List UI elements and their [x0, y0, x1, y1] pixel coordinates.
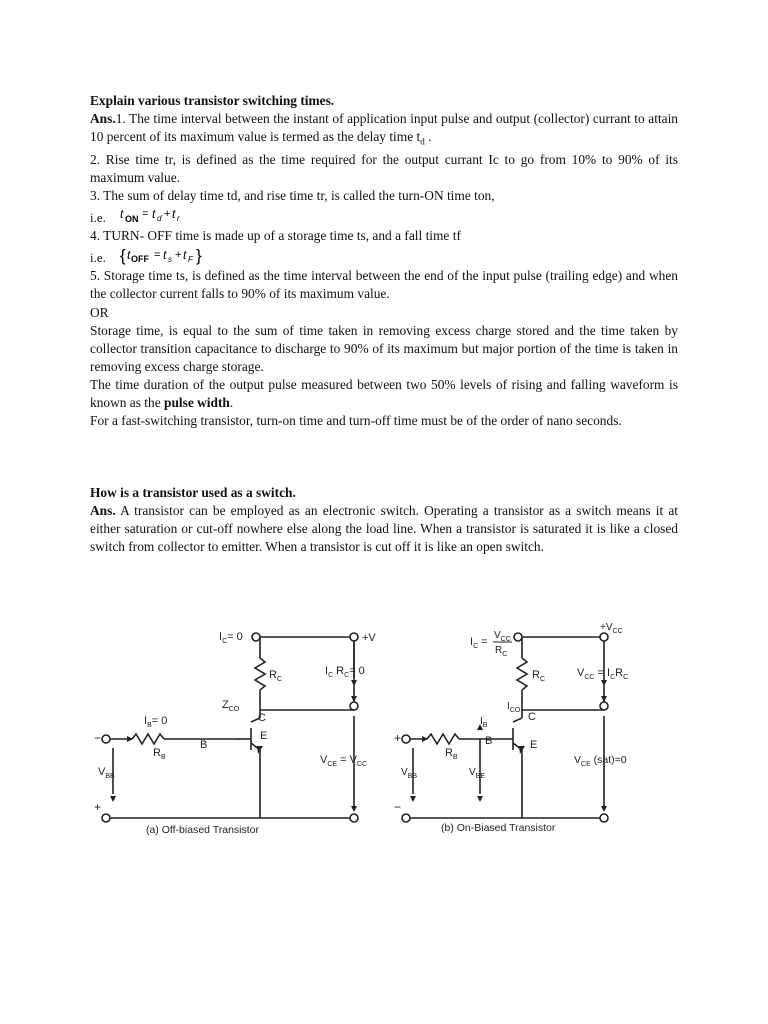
svg-text:ON: ON: [124, 214, 139, 225]
answer-1-paragraph-1: [90, 110, 678, 151]
question-1-heading: Explain various transistor switching times.: [90, 93, 335, 108]
svg-text:t: t: [182, 248, 187, 263]
svg-text:{: {: [119, 246, 126, 266]
svg-text:t: t: [151, 207, 156, 222]
off-plus-sign: +: [94, 800, 102, 814]
delay-time-subscript: d: [420, 136, 425, 147]
on-base-label: B: [485, 735, 493, 747]
turn-on-time-formula: [120, 205, 200, 227]
off-vce-label: $V_{CE} = V_{CC}$: [320, 754, 368, 768]
on-ico-label: $I_{CO}$: [507, 701, 521, 714]
svg-text:=: =: [153, 249, 161, 262]
svg-text:+: +: [174, 249, 182, 262]
turn-off-formula-row: [90, 245, 678, 267]
pulse-width-term: pulse width: [164, 394, 230, 410]
answer-1-text-1-end: .: [424, 129, 432, 145]
on-plus-sign: +: [394, 731, 402, 745]
off-ic-label: $I_C= 0$: [219, 631, 243, 645]
on-biased-circuit-wiring: [402, 633, 608, 822]
svg-text:t: t: [126, 248, 131, 263]
on-vce-label: $V_{CE}$ (sat)=0: [574, 754, 627, 768]
svg-text:=: =: [141, 208, 149, 221]
section-gap: [90, 430, 678, 484]
off-base-label: B: [200, 739, 208, 751]
on-vcc-label: $+V_{CC}$: [600, 622, 623, 635]
answer-2-paragraph: [90, 502, 678, 556]
on-biased-caption: (b) On-Biased Transistor: [441, 822, 556, 834]
question-2-heading: How is a transistor used as a switch.: [90, 485, 296, 501]
off-zco-label: $Z_{CO}$: [222, 699, 240, 713]
off-rc-label: $R_C$: [269, 669, 283, 683]
svg-text:r: r: [176, 214, 180, 224]
svg-text:t: t: [171, 207, 176, 222]
off-vbb-label: $V_{BB}$: [98, 766, 115, 780]
answer-2-text: A transistor can be employed as an electronic switch. Operating a transistor as a switch means it at either saturation or cut-off nowhere else along the load line. When a transistor is saturated it is like a closed switch from collector to emitter. When a transistor is cut off it is like an open switch.: [90, 503, 678, 555]
svg-text:+: +: [163, 208, 171, 221]
off-icrc-label: $I_C$ $R_C= 0$: [325, 665, 365, 679]
on-ib-label: $I_B$: [480, 716, 488, 729]
answer-1-paragraph-7: [90, 376, 678, 412]
on-ic-fraction-numerator: $V_{CC}$: [494, 630, 511, 643]
answer-1-paragraph-3: 3. The sum of delay time td, and rise time tr, is called the turn-ON time ton,: [90, 188, 495, 204]
pulse-width-text: The time duration of the output pulse measured between two 50% levels of rising and falling waveform is known as the: [90, 376, 678, 410]
on-ic-fraction-denominator: $R_C$: [495, 645, 508, 658]
off-biased-arrows: [110, 680, 357, 812]
answer-1-paragraph-6: Storage time, is equal to the sum of time taken in removing excess charge stored and the time taken by collector transition capacitance to discharge to 90% of its maximum but major portion of the time is taken in removing excess charge storage.: [90, 322, 678, 374]
on-minus-sign: −: [394, 800, 402, 814]
turn-off-time-formula: [120, 245, 210, 267]
ie-label-1: i.e.: [90, 210, 106, 226]
turn-on-formula-row: [90, 205, 678, 227]
off-biased-circuit-wiring: [102, 633, 358, 822]
off-emitter-label: E: [260, 730, 268, 742]
pulse-width-end: .: [229, 394, 234, 410]
svg-text:d: d: [156, 214, 162, 224]
svg-text:OFF: OFF: [130, 254, 149, 265]
svg-text:t: t: [119, 207, 124, 222]
ie-label-2: i.e.: [90, 250, 106, 266]
transistor-switch-circuit-figure: [92, 618, 676, 840]
on-vbb-label: $V_{BB}$: [401, 767, 418, 780]
off-minus-sign: −: [94, 731, 102, 745]
svg-text:F: F: [187, 255, 193, 265]
on-emitter-label: E: [530, 739, 538, 751]
on-biased-arrows: [410, 680, 607, 812]
on-rb-label: $R_B$: [445, 747, 458, 761]
off-vcc-label: +V: [362, 632, 376, 644]
or-separator: OR: [90, 304, 109, 320]
answer-1-paragraph-8: For a fast-switching transistor, turn-on time and turn-off time must be of the order of nano seconds.: [90, 413, 622, 429]
answer-1-text-1: 1. The time interval between the instant of application input pulse and output (collector) currant to attain 10 percent of its maximum value is termed as the delay time t: [90, 111, 678, 145]
ans-label: Ans.: [90, 111, 116, 127]
answer-1-paragraph-4: 4. TURN- OFF time is made up of a storage time ts, and a fall time tf: [90, 228, 461, 244]
svg-text:s: s: [167, 255, 172, 265]
on-vcc-drop-label: $V_{CC} = I_CR_C$: [577, 667, 629, 681]
off-biased-caption: (a) Off-biased Transistor: [146, 824, 260, 836]
on-collector-label: C: [528, 711, 536, 723]
ans-label-2: Ans.: [90, 503, 116, 519]
answer-1-paragraph-5: 5. Storage time ts, is defined as the time interval between the end of the input pulse (trailing edge) and when the collector current falls to 90% of its maximum value.: [90, 268, 678, 302]
document-page: [90, 92, 678, 557]
svg-text:}: }: [195, 246, 202, 266]
on-rc-label: $R_C$: [532, 669, 546, 683]
svg-text:t: t: [162, 248, 167, 263]
on-vbe-label: $V_{BE}$: [469, 767, 486, 780]
off-ib-label: $I_B= 0$: [144, 715, 168, 729]
off-rb-label: $R_B$: [153, 747, 166, 761]
answer-1-paragraph-2: 2. Rise time tr, is defined as the time required for the output currant Ic to go from 10% to 90% of its maximum value.: [90, 151, 678, 186]
on-ic-label: $I_C$ =: [470, 636, 488, 650]
off-collector-label: C: [258, 712, 266, 724]
